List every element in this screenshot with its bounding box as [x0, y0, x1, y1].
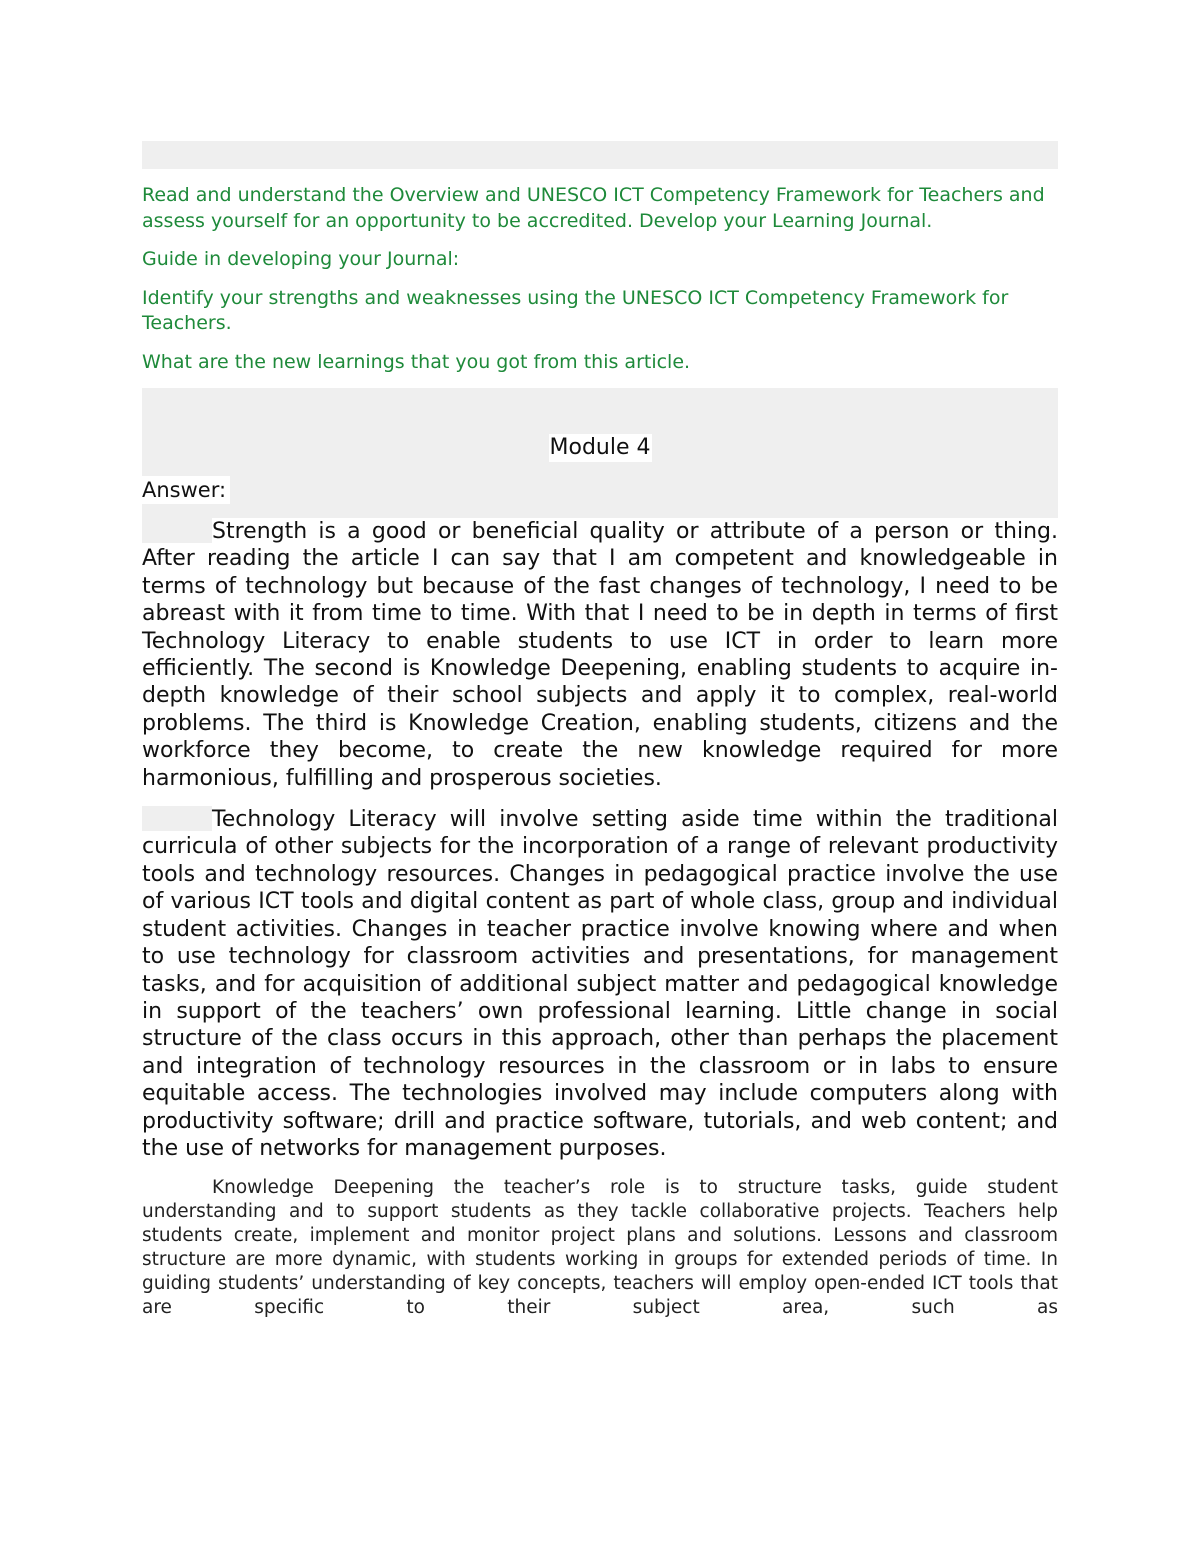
- guide-item-strengths: Identify your strengths and weaknesses using the UNESCO ICT Competency Framework for Teachers.: [142, 286, 1009, 334]
- indent-shade: [142, 518, 212, 543]
- indent-shade: [142, 806, 212, 831]
- module-title-row: [142, 432, 1058, 476]
- instruction-paragraph: Read and understand the Overview and UNESCO ICT Competency Framework for Teachers and assess yourself for an opportunity to be accredited. Develop your Learning Journal.: [142, 184, 1045, 232]
- answer-row: [142, 476, 1058, 518]
- guide-heading: Guide in developing your Journal:: [142, 248, 460, 270]
- answer-label: Answer:: [142, 476, 230, 504]
- technology-literacy-text: Technology Literacy will involve setting aside time within the traditional curricula of other subjects for the incorporation of a range of relevant productivity tools and technology resources. Changes in pedagogical practice involve the use of various ICT tools and digital content as part of whole class, group and individual student activities. Changes in teacher practice involve knowing where and when to use technology for classroom activities and presentations, for management tasks, and for acquisition of additional subject matter and pedagogical knowledge in support of the teachers’ own professional learning. Little change in social structure of the class occurs in this approach, other than perhaps the placement and integration of technology resources in the classroom or in labs to ensure equitable access. The technologies involved may include computers along with productivity software; drill and practice software, tutorials, and web content; and the use of networks for management purposes.: [142, 807, 1058, 1161]
- knowledge-deepening-paragraph: Knowledge Deepening the teacher’s role is to structure tasks, guide student understanding and to support students as they tackle collaborative projects. Teachers help students create, implement and monitor project plans and solutions. Lessons and classroom structure are more dynamic, with students working in groups for extended periods of time. In guiding students’ understanding of key concepts, teachers will employ open-ended ICT tools that are specific to their subject area, such as: [142, 1177, 1058, 1319]
- document-page: [142, 141, 1058, 1320]
- technology-literacy-paragraph: [142, 806, 1058, 1162]
- module-title: Module 4: [549, 435, 651, 460]
- guide-item-learnings: What are the new learnings that you got from this article.: [142, 350, 691, 373]
- strength-paragraph: [142, 518, 1058, 792]
- strength-text: Strength is a good or beneficial quality or attribute of a person or thing. After reading the article I can say that I am competent and knowledgeable in terms of technology but because of the fast changes of technology, I need to be abreast with it from time to time. With that I need to be in depth in terms of first Technology Literacy to enable students to use ICT in order to learn more efficiently. The second is Knowledge Deepening, enabling students to acquire in-depth knowledge of their school subjects and apply it to complex, real-world problems. The third is Knowledge Creation, enabling students, citizens and the workforce they become, to create the new knowledge required for more harmonious, fulfilling and prosperous societies.: [142, 519, 1058, 791]
- header-shade-bar: [142, 141, 1058, 169]
- module-shade-block: [142, 388, 1058, 432]
